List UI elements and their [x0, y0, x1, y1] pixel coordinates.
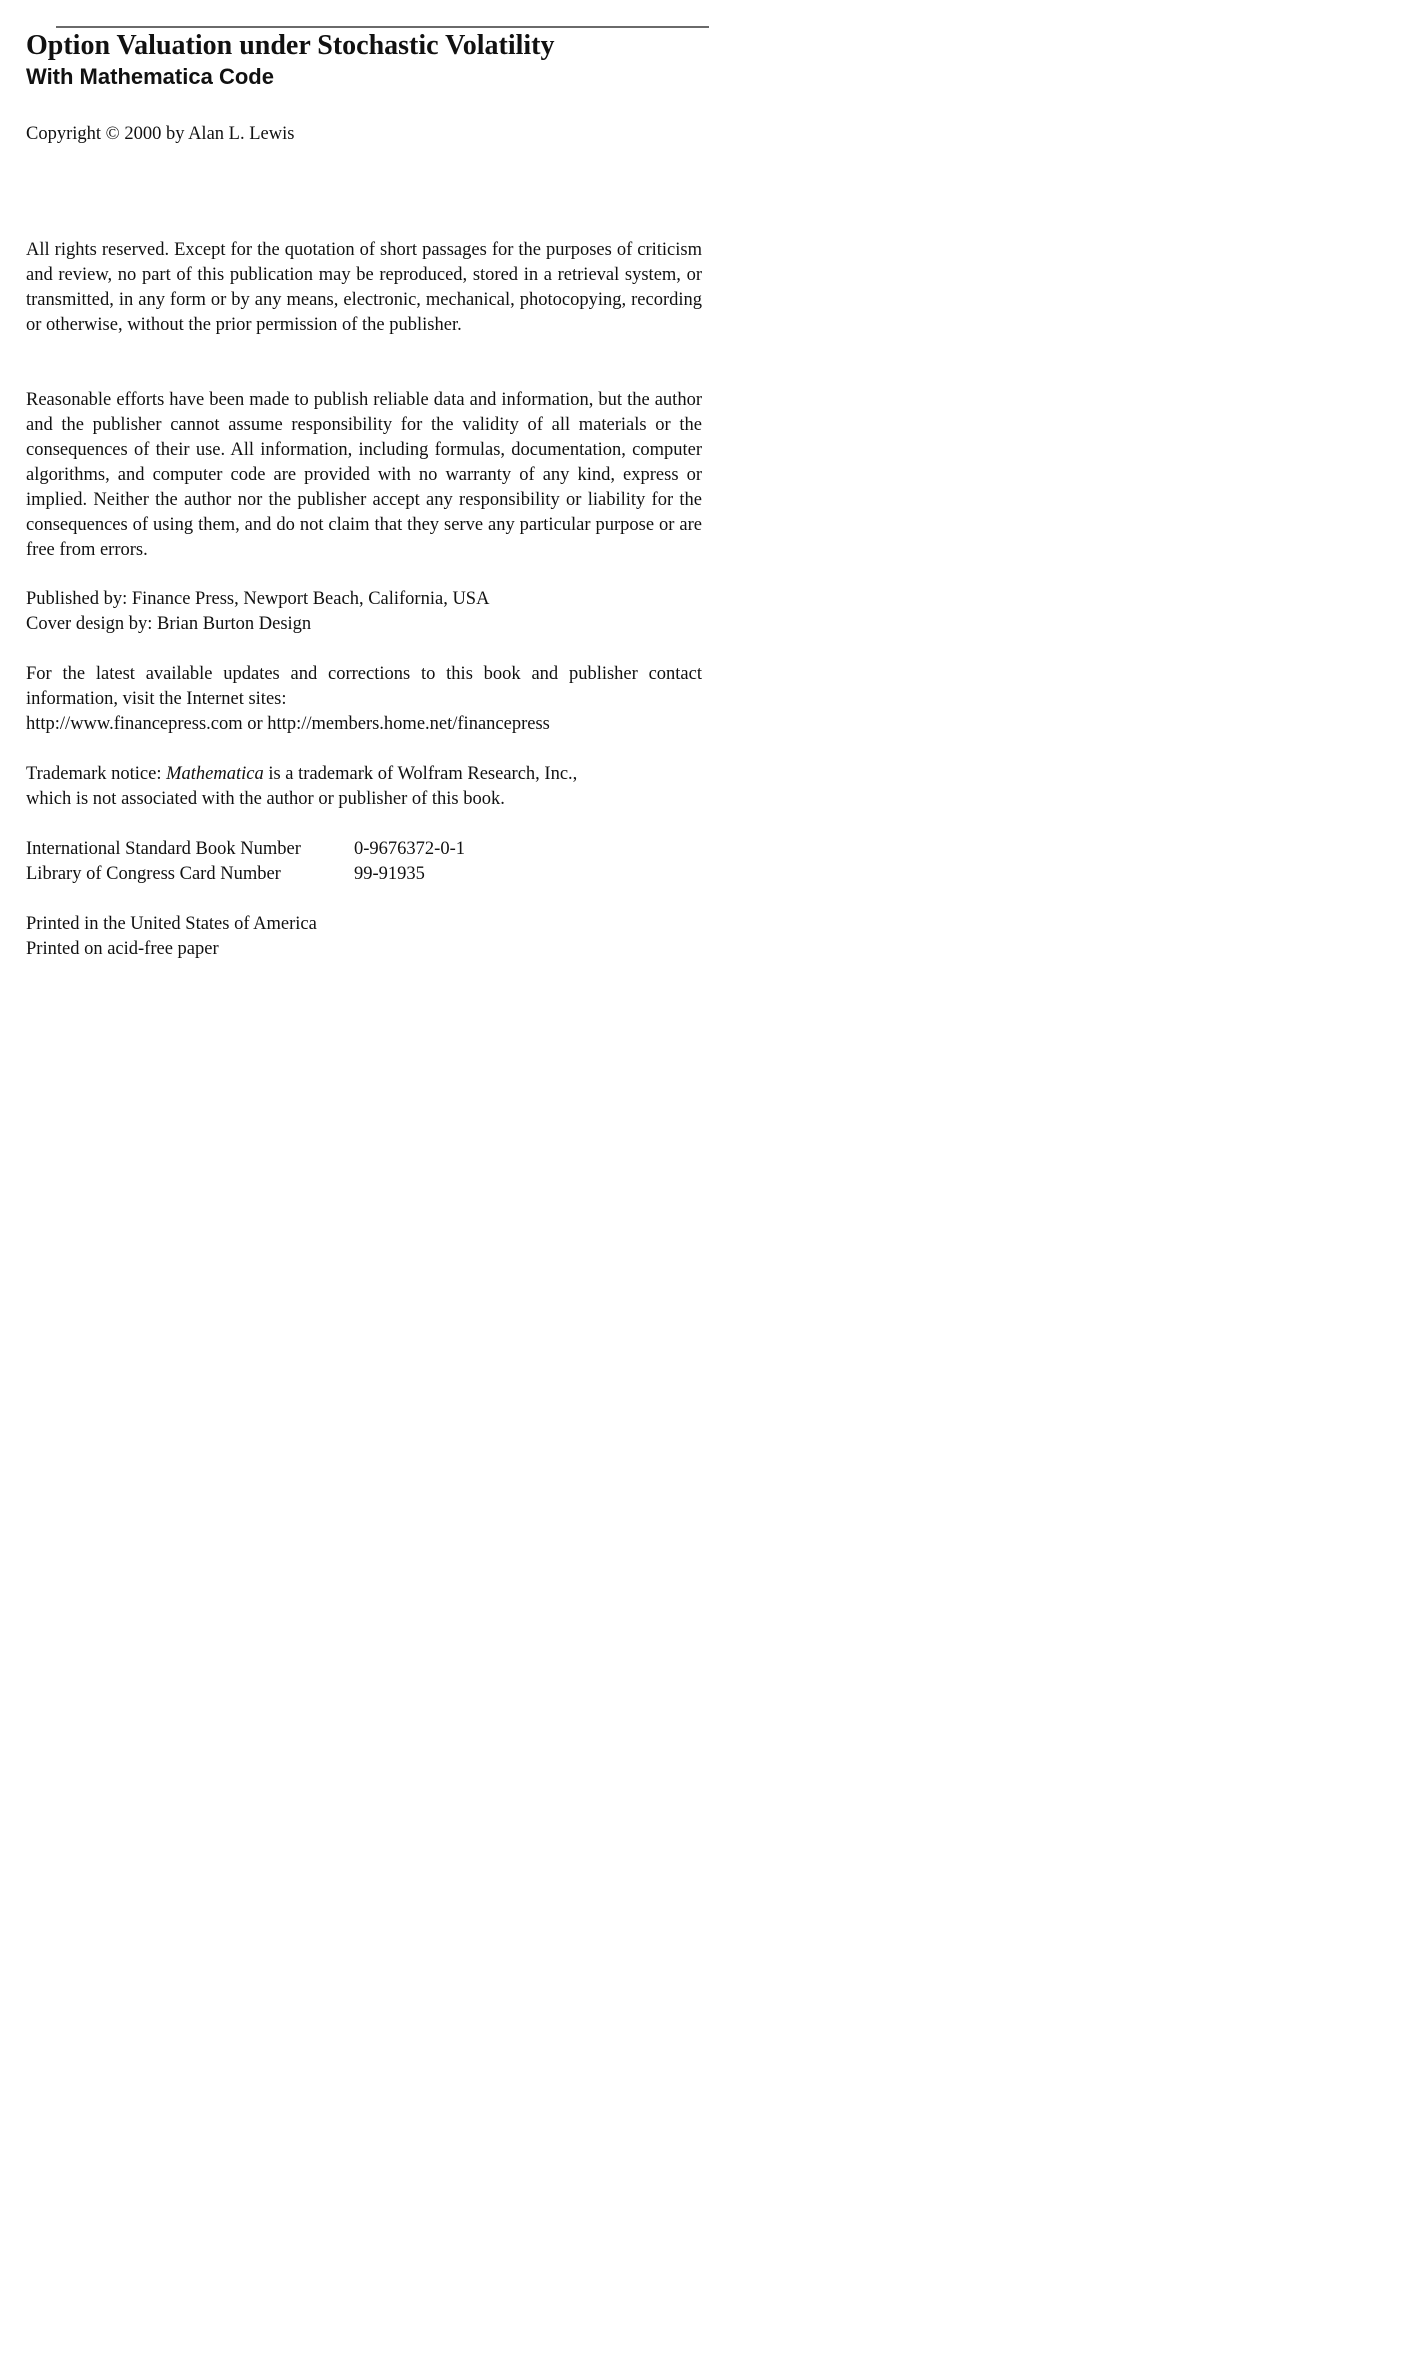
trademark-prefix: Trademark notice:	[26, 764, 167, 784]
copyright-line: Copyright © 2000 by Alan L. Lewis	[26, 124, 295, 144]
updates-urls: http://www.financepress.com or http://members.home.net/financepress	[26, 714, 550, 734]
book-title: Option Valuation under Stochastic Volatility	[26, 30, 555, 61]
trademark-line-1	[26, 762, 577, 787]
book-subtitle: With Mathematica Code	[26, 64, 274, 89]
lccn-row	[26, 862, 465, 887]
trademark-suffix: is a trademark of Wolfram Research, Inc.,	[263, 764, 578, 784]
updates-text: For the latest available updates and corrections to this book and publisher contact information, visit the Internet sites:	[26, 664, 702, 709]
lccn-value: 99-91935	[354, 864, 425, 884]
trademark-line-2: which is not associated with the author or publisher of this book.	[26, 789, 505, 809]
isbn-row	[26, 837, 465, 862]
printed-country: Printed in the United States of America	[26, 914, 317, 934]
rights-paragraph: All rights reserved. Except for the quotation of short passages for the purposes of criticism and review, no part of this publication may be reproduced, stored in a retrieval system, or transmitted, in any form or by any means, electronic, mechanical, photocopying, recording or otherwise, without the prior permission of the publisher.	[26, 240, 702, 335]
catalog-numbers	[26, 837, 465, 887]
trademark-block	[26, 762, 577, 812]
isbn-value: 0-9676372-0-1	[354, 839, 465, 859]
disclaimer-paragraph: Reasonable efforts have been made to publish reliable data and information, but the author and the publisher cannot assume responsibility for the validity of all materials or the consequences of their use. All information, including formulas, documentation, computer algorithms, and computer code are provided with no warranty of any kind, express or implied. Neither the author nor the publisher accept any responsibility or liability for the consequences of using them, and do not claim that they serve any particular purpose or are free from errors.	[26, 390, 702, 560]
updates-block	[26, 662, 702, 737]
isbn-label: International Standard Book Number	[26, 839, 301, 859]
publisher-block	[26, 587, 489, 637]
lccn-label: Library of Congress Card Number	[26, 864, 281, 884]
trademark-name: Mathematica	[166, 764, 264, 784]
cover-design: Cover design by: Brian Burton Design	[26, 614, 312, 634]
published-by: Published by: Finance Press, Newport Beach, California, USA	[26, 589, 490, 609]
printed-paper: Printed on acid-free paper	[26, 939, 219, 959]
printed-block	[26, 912, 317, 962]
